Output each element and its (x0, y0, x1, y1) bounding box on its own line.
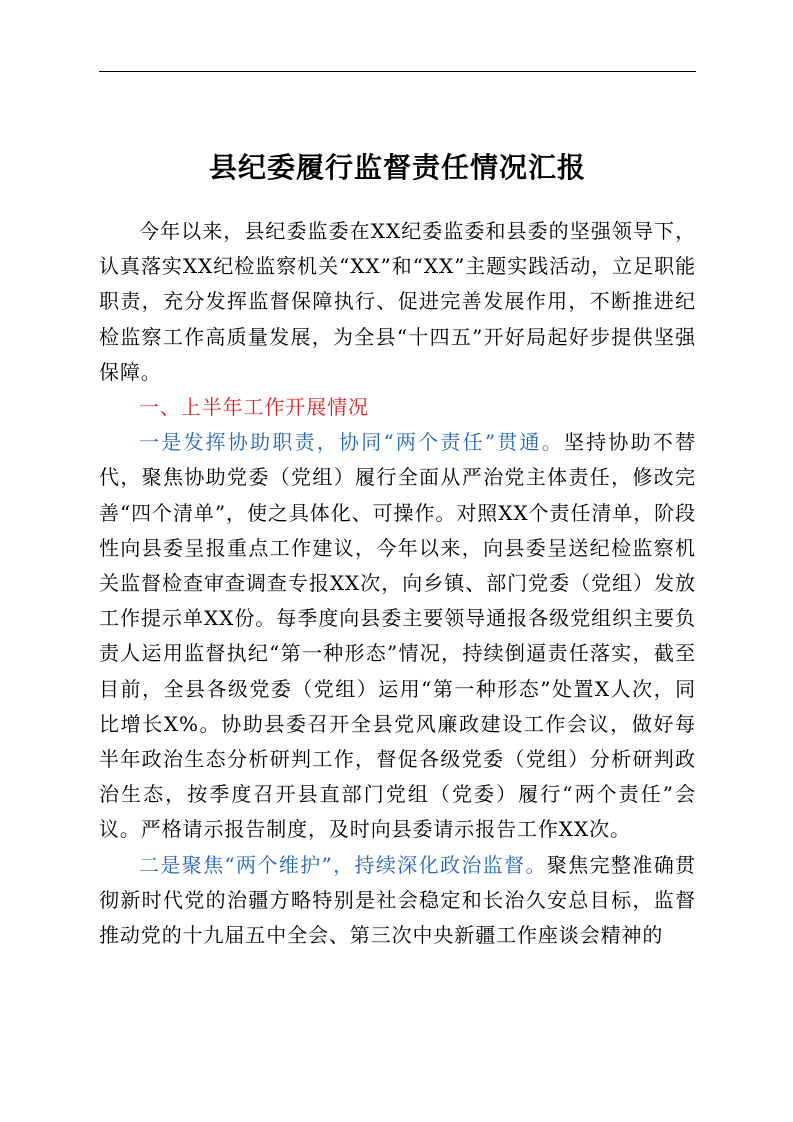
point-two-lead: 二是聚焦“两个维护”，持续深化政治监督。 (139, 852, 547, 877)
intro-paragraph: 今年以来，县纪委监委在XX纪委监委和县委的坚强领导下，认真落实XX纪检监察机关“XX”和“XX”主题实践活动，立足职能职责，充分发挥监督保障执行、促进完善发展作用，不断推进纪检监察工作高质量发展，为全县“十四五”开好局起好步提供坚强保障。 (99, 219, 696, 384)
section-heading: 一、上半年工作开展情况 (139, 395, 369, 420)
point-two-paragraph (99, 848, 696, 954)
point-one-paragraph (99, 425, 696, 847)
document-title: 县纪委履行监督责任情况汇报 (208, 151, 586, 184)
point-one-text: 坚持协助不替代，聚焦协助党委（党组）履行全面从严治党主体责任，修改完善“四个清单”，使之具体化、可操作。对照XX个责任清单，阶段性向县委呈报重点工作建议，今年以来，向县委呈送纪检监察机关监督检查审查调查专报XX次，向乡镇、部门党委（党组）发放工作提示单XX份。每季度向县委主要领导通报各级党组织主要负责人运用监督执纪“第一种形态”情况，持续倒逼责任落实，截至目前，全县各级党委（党组）运用“第一种形态”处置X人次，同比增长X%。协助县委召开全县党风廉政建设工作会议，做好每半年政治生态分析研判工作，督促各级党委（党组）分析研判政治生态，按季度召开县直部门党组（党委）履行“两个责任”会议。严格请示报告制度，及时向县委请示报告工作XX次。 (99, 430, 696, 842)
header-rule (99, 71, 696, 72)
point-two-text: 聚焦完整准确贯彻新时代党的治疆方略特别是社会稳定和长治久安总目标，监督推动党的十九届五中全会、第三次中央新疆工作座谈会精神的 (99, 852, 696, 948)
document-body (99, 214, 696, 953)
point-one-lead: 一是发挥协助职责，协同“两个责任”贯通。 (139, 430, 564, 455)
